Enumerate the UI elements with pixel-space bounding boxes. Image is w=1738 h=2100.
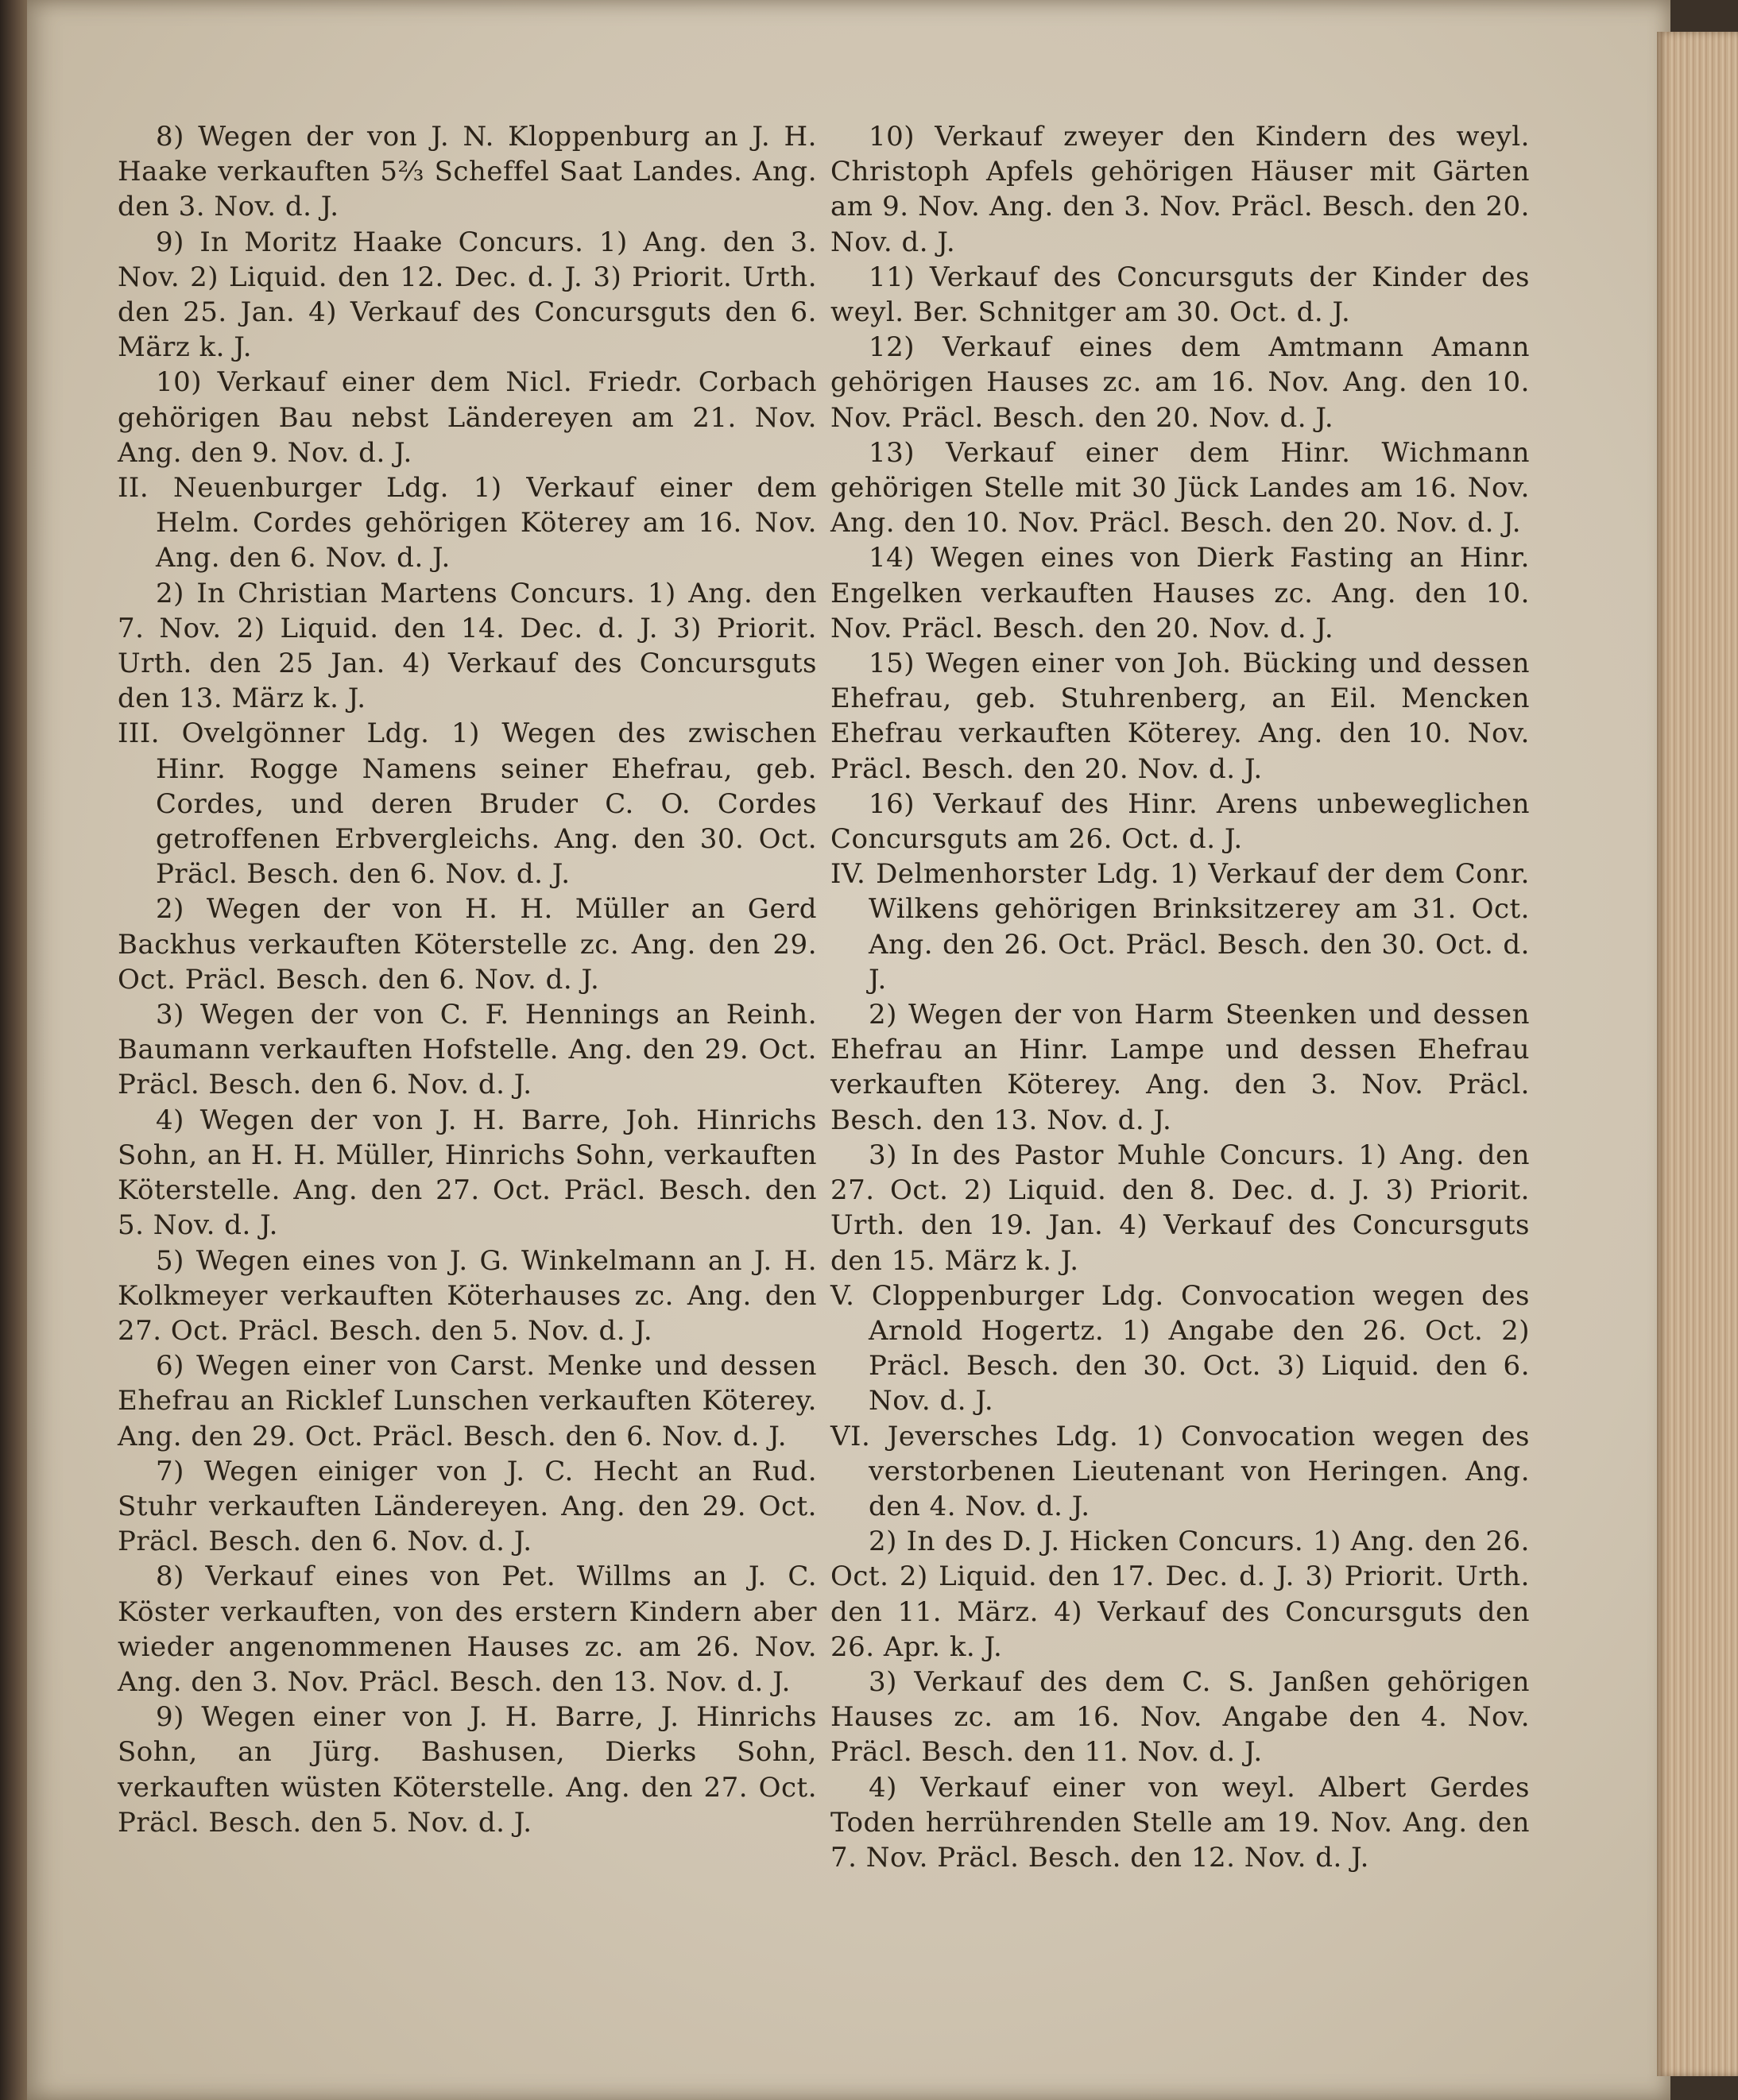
entry-right-8: IV. Delmenhorster Ldg. 1) Verkauf der dem Conr. Wilkens gehörigen Brinksitzerey am 31. Oct. Ang. den 26. Oct. Präcl. Besch. den 30. Oct. d. J. bbox=[830, 858, 1530, 996]
entry-right-13: 2) In des D. J. Hicken Concurs. 1) Ang. den 26. Oct. 2) Liquid. den 17. Dec. d. J. 3) Priorit. Urth. den 11. März. 4) Verkauf des Concursguts den 26. Apr. k. J. bbox=[830, 1526, 1530, 1663]
entry-right-7: 16) Verkauf des Hinr. Arens unbeweglichen Concursguts am 26. Oct. d. J. bbox=[830, 787, 1530, 856]
entry-left-11: 6) Wegen einer von Carst. Menke und dessen Ehefrau an Ricklef Lunschen verkauften Köterey. Ang. den 29. Oct. Präcl. Besch. den 6. Nov. d. J. bbox=[118, 1350, 817, 1452]
entry-right-1: 10) Verkauf zweyer den Kindern des weyl. Christoph Apfels gehörigen Häuser mit Gärten am 9. Nov. Ang. den 3. Nov. Präcl. Besch. den 20. Nov. d. J. bbox=[830, 121, 1530, 258]
entry-right-12: VI. Jeversches Ldg. 1) Convocation wegen des verstorbenen Lieutenant von Heringen. Ang. den 4. Nov. d. J. bbox=[830, 1420, 1530, 1522]
entry-left-4: II. Neuenburger Ldg. 1) Verkauf einer dem Helm. Cordes gehörigen Köterey am 16. Nov. Ang. den 6. Nov. d. J. bbox=[118, 472, 817, 574]
entry-left-8: 3) Wegen der von C. F. Hennings an Reinh. Baumann verkauften Hofstelle. Ang. den 29. Oct. Präcl. Besch. den 6. Nov. d. J. bbox=[118, 999, 817, 1101]
entry-left-13: 8) Verkauf eines von Pet. Willms an J. C. Köster verkauften, von des erstern Kindern aber wieder angenommenen Hauses zc. am 26. Nov. Ang. den 3. Nov. Präcl. Besch. den 13. Nov. d. J. bbox=[118, 1560, 817, 1698]
entry-right-4: 13) Verkauf einer dem Hinr. Wichmann gehörigen Stelle mit 30 Jück Landes am 16. Nov. Ang. den 10. Nov. Präcl. Besch. den 20. Nov. d. J. bbox=[830, 436, 1530, 540]
entry-left-3: 10) Verkauf einer dem Nicl. Friedr. Corbach gehörigen Bau nebst Ländereyen am 21. Nov. Ang. den 9. Nov. d. J. bbox=[118, 366, 817, 469]
entry-right-2: 11) Verkauf des Concursguts der Kinder des weyl. Ber. Schnitger am 30. Oct. d. J. bbox=[830, 261, 1530, 329]
left-column bbox=[118, 119, 817, 1840]
entry-left-6: III. Ovelgönner Ldg. 1) Wegen des zwischen Hinr. Rogge Namens seiner Ehefrau, geb. Cordes, und deren Bruder C. O. Cordes getroffenen Erbvergleichs. Ang. den 30. Oct. Präcl. Besch. den 6. Nov. d. J. bbox=[118, 717, 817, 891]
entry-left-2: 9) In Moritz Haake Concurs. 1) Ang. den 3. Nov. 2) Liquid. den 12. Dec. d. J. 3) Priorit. Urth. den 25. Jan. 4) Verkauf des Concursguts den 6. März k. J. bbox=[118, 226, 817, 364]
entry-right-10: 3) In des Pastor Muhle Concurs. 1) Ang. den 27. Oct. 2) Liquid. den 8. Dec. d. J. 3) Priorit. Urth. den 19. Jan. 4) Verkauf des Concursguts den 15. März k. J. bbox=[830, 1139, 1530, 1277]
entry-left-10: 5) Wegen eines von J. G. Winkelmann an J. H. Kolkmeyer verkauften Köterhauses zc. Ang. den 27. Oct. Präcl. Besch. den 5. Nov. d. J. bbox=[118, 1244, 817, 1347]
entry-right-6: 15) Wegen einer von Joh. Bücking und dessen Ehefrau, geb. Stuhrenberg, an Eil. Mencken Ehefrau verkauften Köterey. Ang. den 10. Nov. Präcl. Besch. den 20. Nov. d. J. bbox=[830, 648, 1530, 785]
entry-right-15: 4) Verkauf einer von weyl. Albert Gerdes Toden herrührenden Stelle am 19. Nov. Ang. den 7. Nov. Präcl. Besch. den 12. Nov. d. J. bbox=[830, 1771, 1530, 1874]
entry-right-5: 14) Wegen eines von Dierk Fasting an Hinr. Engelken verkauften Hauses zc. Ang. den 10. Nov. Präcl. Besch. den 20. Nov. d. J. bbox=[830, 542, 1530, 644]
entry-left-7: 2) Wegen der von H. H. Müller an Gerd Backhus verkauften Köterstelle zc. Ang. den 29. Oct. Präcl. Besch. den 6. Nov. d. J. bbox=[118, 893, 817, 996]
page-edges bbox=[1657, 32, 1738, 2076]
entry-left-9: 4) Wegen der von J. H. Barre, Joh. Hinrichs Sohn, an H. H. Müller, Hinrichs Sohn, verkauften Köterstelle. Ang. den 27. Oct. Präcl. Besch. den 5. Nov. d. J. bbox=[118, 1104, 817, 1242]
entry-right-9: 2) Wegen der von Harm Steenken und dessen Ehefrau an Hinr. Lampe und dessen Ehefrau verkauften Köterey. Ang. den 3. Nov. Präcl. Besch. den 13. Nov. d. J. bbox=[830, 999, 1530, 1136]
entry-left-5: 2) In Christian Martens Concurs. 1) Ang. den 7. Nov. 2) Liquid. den 14. Dec. d. J. 3) Priorit. Urth. den 25 Jan. 4) Verkauf des Concursguts den 13. März k. J. bbox=[118, 577, 817, 715]
entry-left-1: 8) Wegen der von J. N. Kloppenburg an J. H. Haake verkauften 5⅔ Scheffel Saat Landes. Ang. den 3. Nov. d. J. bbox=[118, 121, 817, 223]
right-column bbox=[830, 119, 1530, 1875]
entry-right-11: V. Cloppenburger Ldg. Convocation wegen des Arnold Hogertz. 1) Angabe den 26. Oct. 2) Präcl. Besch. den 30. Oct. 3) Liquid. den 6. Nov. d. J. bbox=[830, 1279, 1530, 1417]
entry-left-12: 7) Wegen einiger von J. C. Hecht an Rud. Stuhr verkauften Ländereyen. Ang. den 29. Oct. Präcl. Besch. den 6. Nov. d. J. bbox=[118, 1455, 817, 1558]
entry-right-3: 12) Verkauf eines dem Amtmann Amann gehörigen Hauses zc. am 16. Nov. Ang. den 10. Nov. Präcl. Besch. den 20. Nov. d. J. bbox=[830, 331, 1530, 434]
entry-left-14: 9) Wegen einer von J. H. Barre, J. Hinrichs Sohn, an Jürg. Bashusen, Dierks Sohn, verkauften wüsten Köterstelle. Ang. den 27. Oct. Präcl. Besch. den 5. Nov. d. J. bbox=[118, 1701, 817, 1839]
book-spine bbox=[0, 0, 27, 2100]
entry-right-14: 3) Verkauf des dem C. S. Janßen gehörigen Hauses zc. am 16. Nov. Angabe den 4. Nov. Präcl. Besch. den 11. Nov. d. J. bbox=[830, 1665, 1530, 1769]
